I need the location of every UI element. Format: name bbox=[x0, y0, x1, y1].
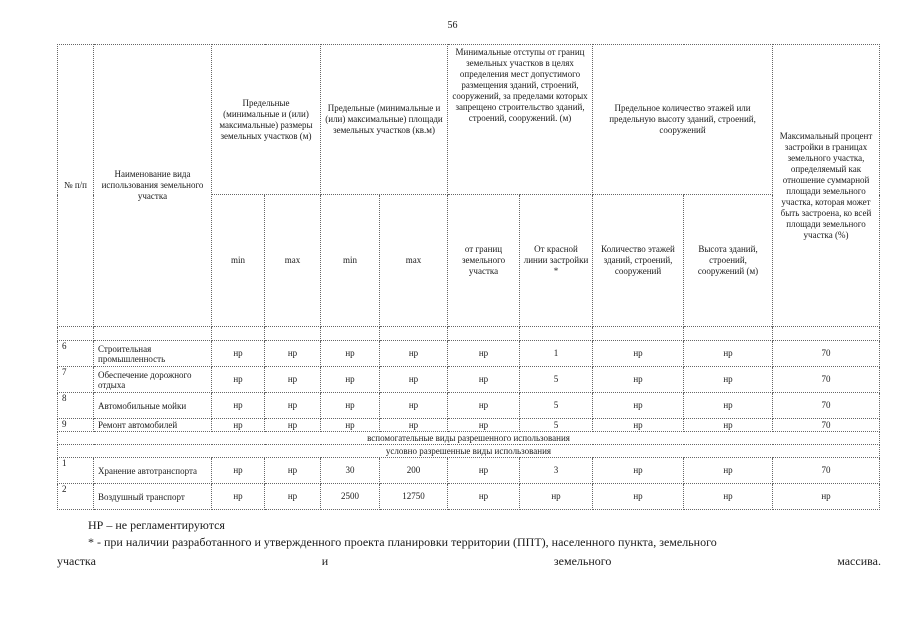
cell-setback-plot: нр bbox=[448, 367, 520, 393]
cell-height: нр bbox=[684, 393, 773, 419]
cell-height: нр bbox=[684, 484, 773, 510]
table-row bbox=[58, 458, 880, 484]
header-size-min: min bbox=[212, 195, 265, 327]
cell-size-max: нр bbox=[265, 484, 321, 510]
cell-size-min: нр bbox=[212, 393, 265, 419]
footnote-line-1: * - при наличии разработанного и утвержденного проекта планировки территории (ППТ), населенного пункта, земельного bbox=[88, 535, 717, 549]
header-area-max: max bbox=[380, 195, 448, 327]
row-name: Обеспечение дорожного отдыха bbox=[94, 367, 212, 393]
cell-percent: 70 bbox=[773, 367, 880, 393]
regulations-table bbox=[57, 44, 880, 510]
table-row bbox=[58, 419, 880, 432]
header-floor-count: Количество этажей зданий, строений, сооружений bbox=[593, 195, 684, 327]
cell-area-max: нр bbox=[380, 393, 448, 419]
header-percent: Максимальный процент застройки в границах земельного участка, определяемый как отношение суммарной площади земельного участка, которая может быть застроена, ко всей площади земельного участка (%) bbox=[773, 45, 880, 327]
row-num: 9 bbox=[58, 419, 94, 432]
cell-percent: 70 bbox=[773, 393, 880, 419]
cell-area-max: нр bbox=[380, 367, 448, 393]
header-setbacks: Минимальные отступы от границ земельных участков в целях определения мест допустимого размещения зданий, строений, сооружений, за пределами которых запрещено строительство зданий, строений, сооружений. (м) bbox=[448, 45, 593, 195]
spacer-row bbox=[58, 327, 880, 341]
table-row bbox=[58, 484, 880, 510]
row-num: 8 bbox=[58, 393, 94, 419]
cell-size-min: нр bbox=[212, 367, 265, 393]
row-name: Воздушный транспорт bbox=[94, 484, 212, 510]
cell-setback-plot: нр bbox=[448, 458, 520, 484]
cell-area-min: 2500 bbox=[321, 484, 380, 510]
cell-height: нр bbox=[684, 419, 773, 432]
cell-area-max: нр bbox=[380, 419, 448, 432]
cell-setback-red: 1 bbox=[520, 341, 593, 367]
cell-size-max: нр bbox=[265, 367, 321, 393]
header-num: № п/п bbox=[58, 45, 94, 327]
cell-floors: нр bbox=[593, 419, 684, 432]
cell-setback-plot: нр bbox=[448, 341, 520, 367]
section-auxiliary: вспомогательные виды разрешенного использования bbox=[58, 432, 880, 445]
header-area-min: min bbox=[321, 195, 380, 327]
cell-floors: нр bbox=[593, 367, 684, 393]
section-row bbox=[58, 432, 880, 445]
footnote-word: массива. bbox=[837, 554, 881, 568]
cell-area-max: нр bbox=[380, 341, 448, 367]
row-name: Строительная промышленность bbox=[94, 341, 212, 367]
cell-floors: нр bbox=[593, 393, 684, 419]
cell-size-min: нр bbox=[212, 419, 265, 432]
note-not-regulated: НР – не регламентируются bbox=[88, 518, 225, 532]
cell-area-max: 200 bbox=[380, 458, 448, 484]
cell-size-max: нр bbox=[265, 341, 321, 367]
cell-floors: нр bbox=[593, 458, 684, 484]
cell-size-max: нр bbox=[265, 419, 321, 432]
cell-setback-red: 5 bbox=[520, 419, 593, 432]
cell-floors: нр bbox=[593, 484, 684, 510]
header-setback-red: От красной линии застройки * bbox=[520, 195, 593, 327]
cell-setback-plot: нр bbox=[448, 484, 520, 510]
cell-size-min: нр bbox=[212, 341, 265, 367]
table-row bbox=[58, 341, 880, 367]
footnote-word: и bbox=[321, 554, 329, 568]
footnote-word: участка bbox=[57, 554, 96, 568]
cell-size-min: нр bbox=[212, 458, 265, 484]
cell-height: нр bbox=[684, 458, 773, 484]
cell-area-min: нр bbox=[321, 393, 380, 419]
header-name: Наименование вида использования земельного участка bbox=[94, 45, 212, 327]
cell-floors: нр bbox=[593, 341, 684, 367]
section-row bbox=[58, 445, 880, 458]
cell-area-min: 30 bbox=[321, 458, 380, 484]
row-name: Ремонт автомобилей bbox=[94, 419, 212, 432]
header-height: Высота зданий, строений, сооружений (м) bbox=[684, 195, 773, 327]
header-floors: Предельное количество этажей или предельную высоту зданий, строений, сооружений bbox=[593, 45, 773, 195]
cell-area-min: нр bbox=[321, 367, 380, 393]
cell-area-min: нр bbox=[321, 341, 380, 367]
row-num: 1 bbox=[58, 458, 94, 484]
cell-percent: 70 bbox=[773, 341, 880, 367]
cell-percent: 70 bbox=[773, 458, 880, 484]
cell-height: нр bbox=[684, 367, 773, 393]
row-num: 2 bbox=[58, 484, 94, 510]
row-num: 6 bbox=[58, 341, 94, 367]
cell-size-min: нр bbox=[212, 484, 265, 510]
header-size-max: max bbox=[265, 195, 321, 327]
cell-setback-red: нр bbox=[520, 484, 593, 510]
cell-area-max: 12750 bbox=[380, 484, 448, 510]
cell-size-max: нр bbox=[265, 393, 321, 419]
header-area: Предельные (минимальные и (или) максимальные) площади земельных участков (кв.м) bbox=[321, 45, 448, 195]
page-number: 56 bbox=[447, 20, 458, 31]
header-sizes: Предельные (минимальные и (или) максимальные) размеры земельных участков (м) bbox=[212, 45, 321, 195]
cell-setback-red: 5 bbox=[520, 367, 593, 393]
footnote-line-2 bbox=[57, 554, 881, 569]
section-conditional: условно разрешенные виды использования bbox=[58, 445, 880, 458]
row-num: 7 bbox=[58, 367, 94, 393]
cell-percent: 70 bbox=[773, 419, 880, 432]
cell-size-max: нр bbox=[265, 458, 321, 484]
table-row bbox=[58, 367, 880, 393]
row-name: Автомобильные мойки bbox=[94, 393, 212, 419]
cell-percent: нр bbox=[773, 484, 880, 510]
table-row bbox=[58, 393, 880, 419]
header-setback-plot: от границ земельного участка bbox=[448, 195, 520, 327]
cell-setback-plot: нр bbox=[448, 393, 520, 419]
cell-setback-red: 5 bbox=[520, 393, 593, 419]
cell-area-min: нр bbox=[321, 419, 380, 432]
cell-height: нр bbox=[684, 341, 773, 367]
row-name: Хранение автотранспорта bbox=[94, 458, 212, 484]
cell-setback-red: 3 bbox=[520, 458, 593, 484]
footnote-word: земельного bbox=[553, 554, 612, 568]
cell-setback-plot: нр bbox=[448, 419, 520, 432]
